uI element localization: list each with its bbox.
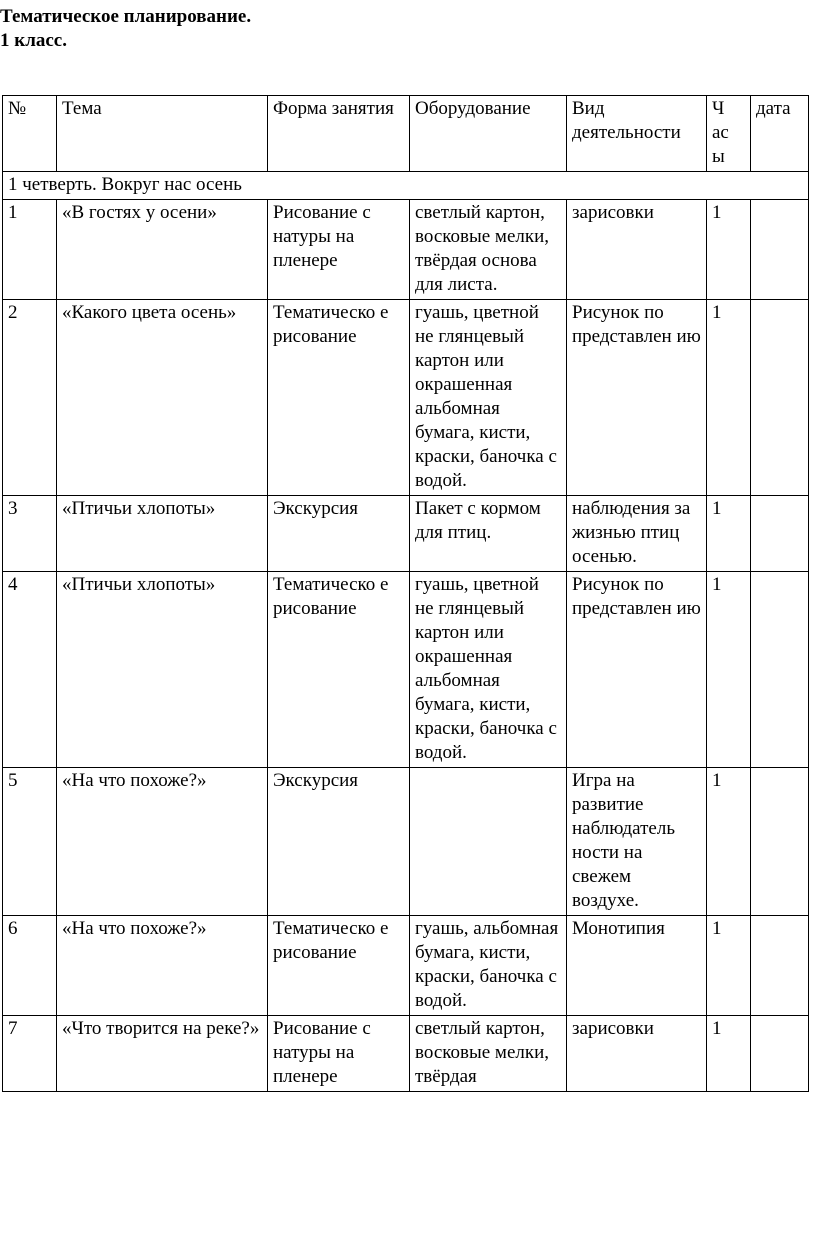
cell-num: 1 bbox=[3, 200, 57, 300]
cell-date bbox=[751, 1016, 809, 1092]
table-row bbox=[3, 768, 809, 916]
header-hours: Ч ас ы bbox=[707, 96, 751, 172]
cell-date bbox=[751, 916, 809, 1016]
cell-equipment bbox=[410, 768, 567, 916]
cell-activity: зарисовки bbox=[567, 200, 707, 300]
cell-topic: «Птичьи хлопоты» bbox=[57, 496, 268, 572]
cell-topic: «Что творится на реке?» bbox=[57, 1016, 268, 1092]
cell-num: 3 bbox=[3, 496, 57, 572]
cell-form: Экскурсия bbox=[268, 768, 410, 916]
cell-activity: зарисовки bbox=[567, 1016, 707, 1092]
cell-form: Экскурсия bbox=[268, 496, 410, 572]
cell-topic: «Какого цвета осень» bbox=[57, 300, 268, 496]
table-row bbox=[3, 572, 809, 768]
quarter-row bbox=[3, 172, 809, 200]
cell-equipment: гуашь, цветной не глянцевый картон или окрашенная альбомная бумага, кисти, краски, баночка с водой. bbox=[410, 572, 567, 768]
cell-equipment: гуашь, цветной не глянцевый картон или окрашенная альбомная бумага, кисти, краски, баночка с водой. bbox=[410, 300, 567, 496]
cell-topic: «Птичьи хлопоты» bbox=[57, 572, 268, 768]
cell-date bbox=[751, 496, 809, 572]
cell-activity: Рисунок по представлен ию bbox=[567, 300, 707, 496]
cell-hours: 1 bbox=[707, 768, 751, 916]
header-topic: Тема bbox=[57, 96, 268, 172]
table-row bbox=[3, 916, 809, 1016]
title-line-2: 1 класс. bbox=[0, 30, 67, 51]
cell-num: 2 bbox=[3, 300, 57, 496]
cell-hours: 1 bbox=[707, 200, 751, 300]
document-title bbox=[0, 5, 251, 53]
cell-form: Тематическо е рисование bbox=[268, 916, 410, 1016]
header-date: дата bbox=[751, 96, 809, 172]
cell-activity: наблюдения за жизнью птиц осенью. bbox=[567, 496, 707, 572]
cell-date bbox=[751, 300, 809, 496]
cell-date bbox=[751, 768, 809, 916]
cell-hours: 1 bbox=[707, 572, 751, 768]
cell-num: 5 bbox=[3, 768, 57, 916]
cell-hours: 1 bbox=[707, 916, 751, 1016]
cell-num: 4 bbox=[3, 572, 57, 768]
cell-equipment: светлый картон, восковые мелки, твёрдая основа для листа. bbox=[410, 200, 567, 300]
cell-num: 6 bbox=[3, 916, 57, 1016]
cell-form: Рисование с натуры на пленере bbox=[268, 200, 410, 300]
quarter-title: 1 четверть. Вокруг нас осень bbox=[3, 172, 809, 200]
header-activity: Вид деятельности bbox=[567, 96, 707, 172]
table-row bbox=[3, 1016, 809, 1092]
cell-date bbox=[751, 200, 809, 300]
header-form: Форма занятия bbox=[268, 96, 410, 172]
header-num: № bbox=[3, 96, 57, 172]
cell-activity: Монотипия bbox=[567, 916, 707, 1016]
cell-num: 7 bbox=[3, 1016, 57, 1092]
table-row bbox=[3, 200, 809, 300]
table-row bbox=[3, 300, 809, 496]
cell-date bbox=[751, 572, 809, 768]
cell-topic: «На что похоже?» bbox=[57, 916, 268, 1016]
cell-topic: «В гостях у осени» bbox=[57, 200, 268, 300]
title-line-1: Тематическое планирование. bbox=[0, 6, 252, 27]
header-equipment: Оборудование bbox=[410, 96, 567, 172]
cell-form: Тематическо е рисование bbox=[268, 572, 410, 768]
cell-hours: 1 bbox=[707, 496, 751, 572]
cell-form: Рисование с натуры на пленере bbox=[268, 1016, 410, 1092]
cell-activity: Игра на развитие наблюдатель ности на свежем воздухе. bbox=[567, 768, 707, 916]
cell-form: Тематическо е рисование bbox=[268, 300, 410, 496]
planning-table bbox=[2, 95, 809, 1092]
cell-topic: «На что похоже?» bbox=[57, 768, 268, 916]
cell-activity: Рисунок по представлен ию bbox=[567, 572, 707, 768]
cell-hours: 1 bbox=[707, 300, 751, 496]
table-row bbox=[3, 496, 809, 572]
cell-hours: 1 bbox=[707, 1016, 751, 1092]
table-header-row bbox=[3, 96, 809, 172]
cell-equipment: Пакет с кормом для птиц. bbox=[410, 496, 567, 572]
cell-equipment: светлый картон, восковые мелки, твёрдая bbox=[410, 1016, 567, 1092]
cell-equipment: гуашь, альбомная бумага, кисти, краски, баночка с водой. bbox=[410, 916, 567, 1016]
